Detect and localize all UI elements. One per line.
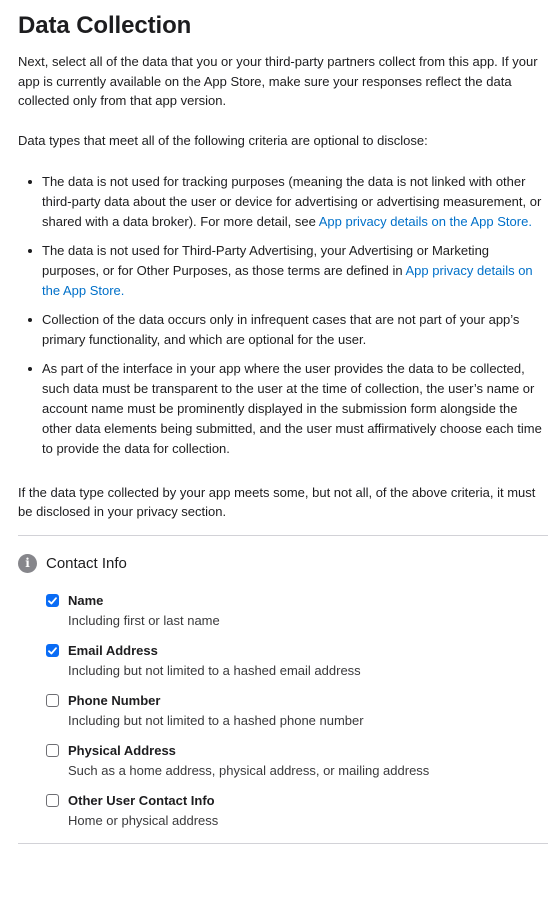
criteria-item xyxy=(42,172,548,232)
section-title: Contact Info xyxy=(46,554,127,572)
other-user-contact-info-checkbox[interactable] xyxy=(46,794,59,807)
option-description: Including first or last name xyxy=(68,613,220,628)
name-checkbox[interactable] xyxy=(46,594,59,607)
criteria-item xyxy=(42,359,548,459)
criteria-text: Collection of the data occurs only in infrequent cases that are not part of your app’s primary functionality, and which are optional for the user. xyxy=(42,312,520,347)
criteria-item xyxy=(42,310,548,350)
option-label: Email Address xyxy=(68,643,158,658)
option-name xyxy=(46,593,548,628)
option-email-address xyxy=(46,643,548,678)
criteria-text: The data is not used for Third-Party Advertising, your Advertising or Marketing purposes, or for Other Purposes, as those terms are defined in xyxy=(42,243,490,278)
info-icon[interactable]: i xyxy=(18,554,37,573)
option-label: Name xyxy=(68,593,104,608)
criteria-item xyxy=(42,241,548,301)
physical-address-checkbox[interactable] xyxy=(46,744,59,757)
contact-info-options xyxy=(18,593,548,828)
outro-text: If the data type collected by your app meets some, but not all, of the above criteria, it must be disclosed in your privacy section. xyxy=(18,485,536,519)
app-privacy-link[interactable]: App privacy details on the App Store. xyxy=(318,214,532,229)
section-divider xyxy=(18,535,548,536)
option-label: Phone Number xyxy=(68,693,161,708)
option-description: Home or physical address xyxy=(68,813,219,828)
option-label: Other User Contact Info xyxy=(68,793,215,808)
bottom-divider xyxy=(18,843,548,844)
app-privacy-link[interactable]: App privacy details on the App Store. xyxy=(42,263,533,298)
contact-info-header xyxy=(18,552,548,574)
option-physical-address xyxy=(46,743,548,778)
option-other-user-contact-info xyxy=(46,793,548,828)
criteria-list xyxy=(18,172,548,459)
criteria-text: The data is not used for tracking purposes (meaning the data is not linked with other third-party data about the user or device for advertising or advertising measurement, or shared with a data broker). For more detail, see xyxy=(42,174,542,229)
criteria-text: As part of the interface in your app where the user provides the data to be collected, such data must be transparent to the user at the time of collection, the user’s name or account name must be prominently displayed in the submission form alongside the other data elements being submitted, and the user must affirmatively choose each time to provide the data for collection. xyxy=(42,361,542,456)
option-description: Such as a home address, physical address, or mailing address xyxy=(68,763,430,778)
email-address-checkbox[interactable] xyxy=(46,644,59,657)
page-title: Data Collection xyxy=(18,12,192,39)
phone-number-checkbox[interactable] xyxy=(46,694,59,707)
option-description: Including but not limited to a hashed phone number xyxy=(68,713,364,728)
option-phone-number xyxy=(46,693,548,728)
option-description: Including but not limited to a hashed email address xyxy=(68,663,361,678)
intro-text: Next, select all of the data that you or your third-party partners collect from this app. If your app is currently available on the App Store, make sure your responses reflect the data collected only from that app version. xyxy=(18,54,538,108)
option-label: Physical Address xyxy=(68,743,176,758)
criteria-lead-text: Data types that meet all of the following criteria are optional to disclose: xyxy=(18,132,428,148)
